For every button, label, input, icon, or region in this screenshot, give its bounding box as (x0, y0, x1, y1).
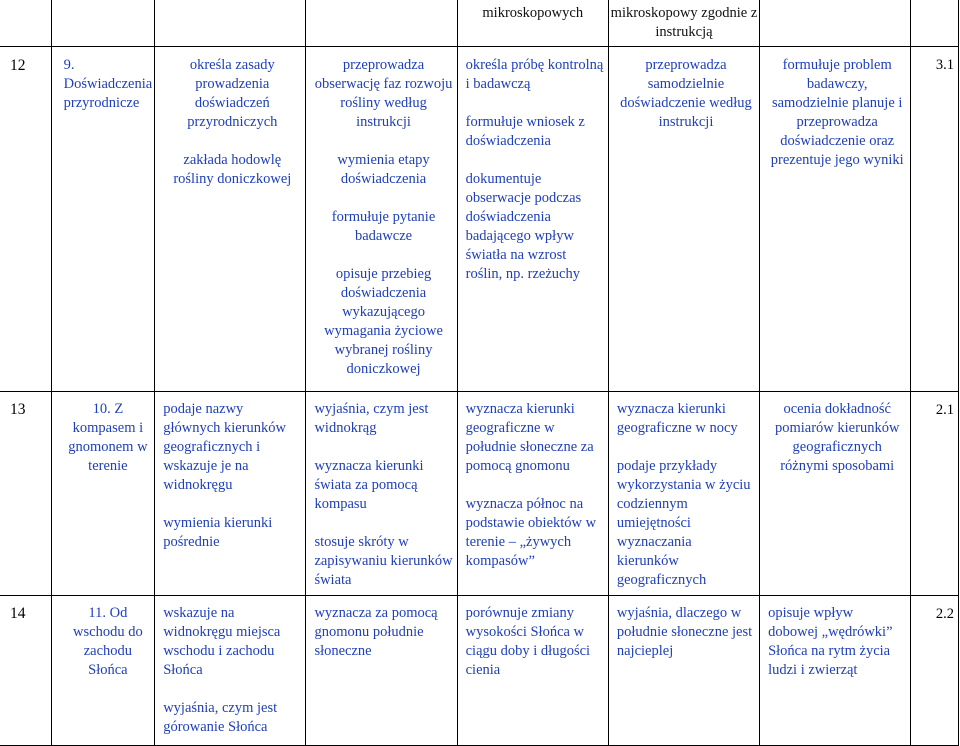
requirement-text: wyjaśnia, czym jest górowanie Słońca (163, 700, 278, 735)
header-text: mikroskopowych (482, 5, 584, 21)
requirement-text: wyjaśnia, czym jest widnokrąg (314, 401, 429, 436)
cell-wykraczajace (760, 47, 911, 392)
requirement-text: przeprowadza obserwację faz rozwoju rośliny według instrukcji (314, 57, 453, 130)
cell-rozszerzajace (457, 392, 608, 596)
requirement-text: podaje przykłady wykorzystania w życiu codziennym umiejętności wyznaczania kierunków geograficznych (616, 458, 751, 588)
cell-podstawowe (306, 392, 457, 596)
cell-dopelniajace (608, 392, 759, 596)
requirement-text: określa próbę kontrolną i badawczą (465, 57, 604, 92)
topic-title: 9. Doświadczenia przyrodnicze (51, 47, 155, 392)
row-number: 12 (0, 47, 51, 392)
requirement-text: wyznacza kierunki geograficzne w nocy (616, 401, 738, 436)
section-code: 2.1 (911, 392, 959, 596)
requirement-text: wskazuje na widnokręgu miejsca wschodu i zachodu Słońca (163, 605, 281, 678)
row-number: 13 (0, 392, 51, 596)
cell-wykraczajace (760, 392, 911, 596)
header-cell-dopelniajace (608, 0, 759, 47)
requirement-text: wyznacza północ na podstawie obiektów w terenie – „żywych kompasów” (465, 496, 597, 569)
requirement-text: podaje nazwy głównych kierunków geograficznych i wskazuje je na widnokręgu (163, 401, 287, 493)
requirement-text: opisuje wpływ dobowej „wędrówki” Słońca na rytm życia ludzi i zwierząt (768, 605, 893, 678)
requirement-text: wymienia etapy doświadczenia (337, 152, 430, 187)
requirement-text: wyjaśnia, dlaczego w południe słoneczne jest najcieplej (616, 605, 753, 659)
cell-konieczne (155, 596, 306, 746)
requirement-text: porównuje zmiany wysokości Słońca w ciągu doby i długości cienia (465, 605, 591, 678)
requirement-text: ocenia dokładność pomiarów kierunków geograficznych różnymi sposobami (774, 401, 900, 474)
section-code: 3.1 (911, 47, 959, 392)
requirement-text: zakłada hodowlę rośliny doniczkowej (173, 152, 292, 187)
requirement-text: wyznacza za pomocą gnomonu południe słoneczne (314, 605, 438, 659)
cell-rozszerzajace (457, 596, 608, 746)
requirement-text: wymienia kierunki pośrednie (163, 515, 273, 550)
header-cell-konieczne (155, 0, 306, 47)
table-row (0, 47, 959, 392)
header-cell-topic (51, 0, 155, 47)
cell-wykraczajace (760, 596, 911, 746)
requirement-text: określa zasady prowadzenia doświadczeń przyrodniczych (187, 57, 278, 130)
header-cell-wykraczajace (760, 0, 911, 47)
table-row (0, 596, 959, 746)
header-cell-section (911, 0, 959, 47)
requirement-text: przeprowadza samodzielnie doświadczenie według instrukcji (620, 57, 752, 130)
requirement-text: formułuje pytanie badawcze (331, 209, 436, 244)
requirement-text: wyznacza kierunki geograficzne w południe słoneczne za pomocą gnomonu (465, 401, 594, 474)
header-cell-podstawowe (306, 0, 457, 47)
requirement-text: dokumentuje obserwacje podczas doświadczenia badającego wpływ światła na wzrost roślin, np. rzeżuchy (465, 171, 582, 282)
topic-title: 10. Z kompasem i gnomonem w terenie (51, 392, 155, 596)
cell-podstawowe (306, 47, 457, 392)
header-text: mikroskopowy zgodnie z instrukcją (610, 5, 758, 40)
header-cell-rozszerzajace (457, 0, 608, 47)
requirement-text: formułuje problem badawczy, samodzielnie planuje i przeprowadza doświadczenie oraz prezentuje jego wyniki (770, 57, 904, 168)
cell-konieczne (155, 392, 306, 596)
cell-dopelniajace (608, 596, 759, 746)
cell-podstawowe (306, 596, 457, 746)
requirement-text: opisuje przebieg doświadczenia wykazującego wymagania życiowe wybranej rośliny doniczkowej (324, 266, 443, 377)
row-number: 14 (0, 596, 51, 746)
requirement-text: stosuje skróty w zapisywaniu kierunków świata (314, 534, 453, 588)
requirement-text: wyznacza kierunki świata za pomocą kompasu (314, 458, 424, 512)
section-code: 2.2 (911, 596, 959, 746)
cell-konieczne (155, 47, 306, 392)
requirement-text: formułuje wniosek z doświadczenia (465, 114, 585, 149)
topic-title: 11. Od wschodu do zachodu Słońca (51, 596, 155, 746)
header-cell-number (0, 0, 51, 47)
header-row (0, 0, 959, 47)
table-row (0, 392, 959, 596)
cell-rozszerzajace (457, 47, 608, 392)
cell-dopelniajace (608, 47, 759, 392)
